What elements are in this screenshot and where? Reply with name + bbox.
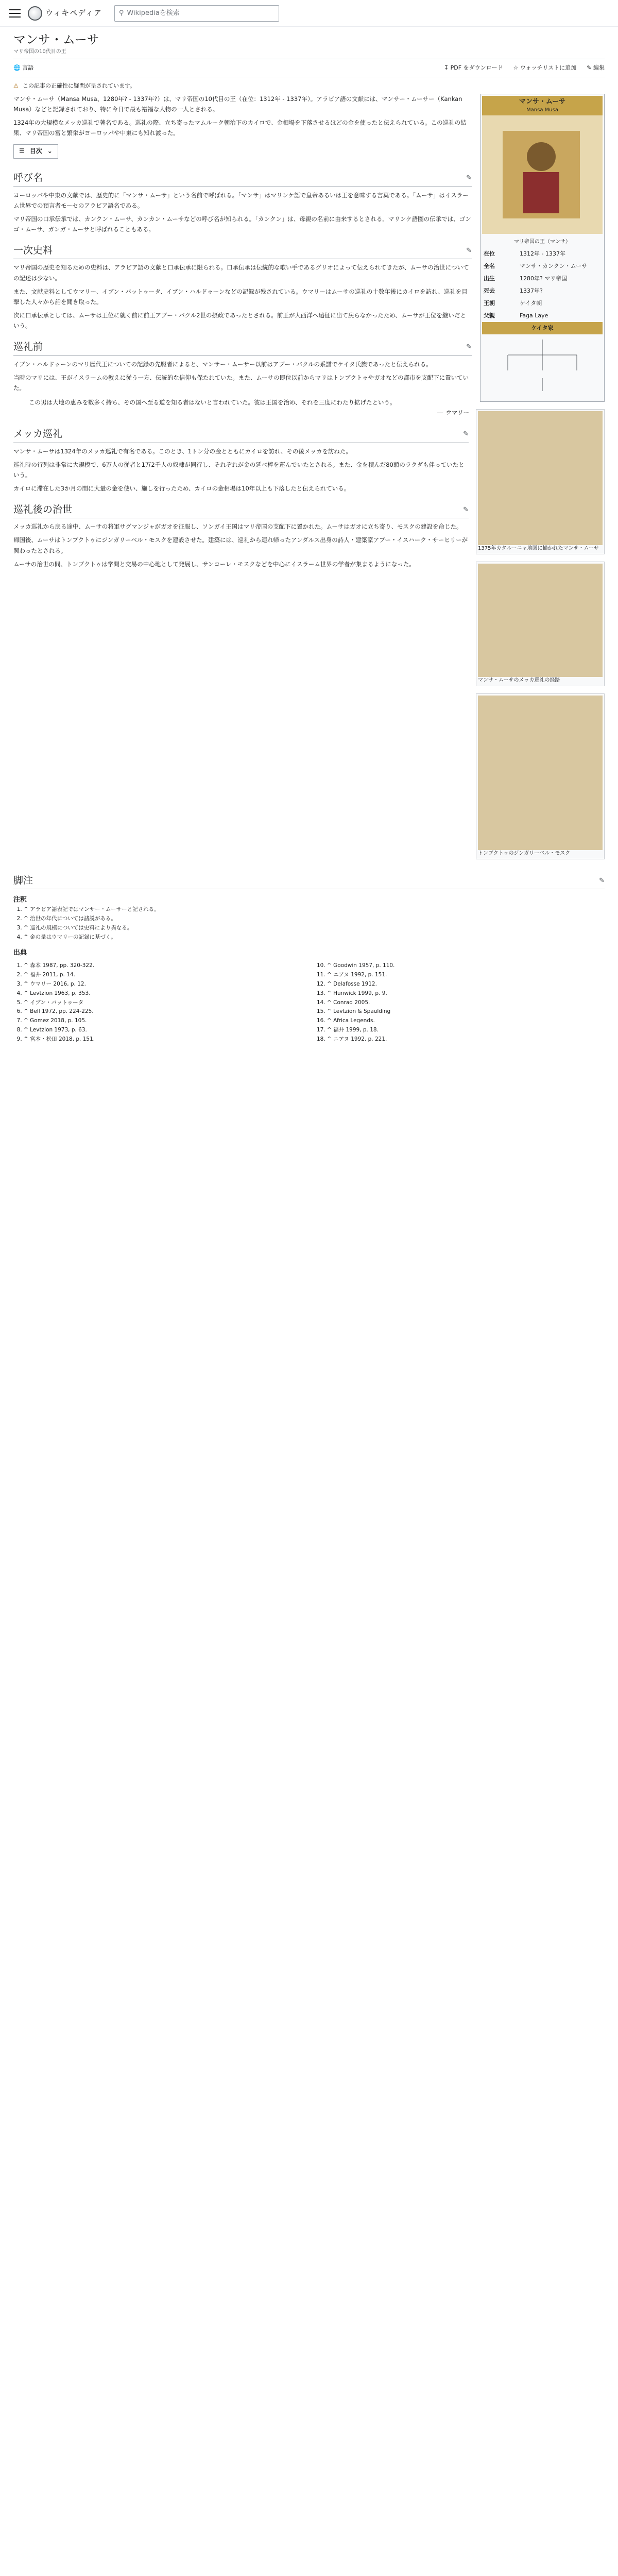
chevron-down-icon: ⌄ <box>47 147 53 155</box>
edit-section-icon[interactable]: ✎ <box>463 505 469 514</box>
search-placeholder: Wikipediaを検索 <box>127 9 180 17</box>
intro-paragraph-1: マンサ・ムーサ（Mansa Musa、1280年? - 1337年?）は、マリ帝国の10代目の王（在位：1312年 - 1337年）。アラビア語の文献には、マンサー・ムーサー（Kankan Musa）などと記録されており、特に今日で最も裕福な人物の一人とされる。 <box>13 95 462 113</box>
section-paragraph: 次に口承伝承としては、ムーサは王位に就く前に前王アブー・バクル2世の摂政であったとされる。前王が大西洋へ遠征に出て戻らなかったため、ムーサが王位を継いだという。 <box>13 311 466 330</box>
family-tree-diagram <box>482 334 603 396</box>
thumbnail-image[interactable] <box>478 564 603 677</box>
site-header <box>0 0 618 27</box>
ref-item: 13. ^ Hunwick 1999, p. 9. <box>327 989 605 998</box>
page-toolbar <box>13 59 605 77</box>
search-input[interactable] <box>114 5 279 22</box>
infobox-row <box>482 297 603 310</box>
infobox-row-label: 父親 <box>484 312 495 319</box>
thumbnail-image[interactable] <box>478 411 603 545</box>
ref-item: 5. ^ イブン・バットゥータ <box>24 998 301 1008</box>
section-paragraph: ムーサの治世の間、トンブクトゥは学問と交易の中心地として発展し、サンコーレ・モスクなどを中心にイスラーム世界の学者が集まるようになった。 <box>13 560 415 568</box>
ref-item: 6. ^ Bell 1972, pp. 224-225. <box>24 1007 301 1016</box>
hatnote: ⚠ この記事の正確性に疑問が呈されています。 <box>13 81 605 91</box>
ref-item: 9. ^ 宮本・松田 2018, p. 151. <box>24 1035 301 1044</box>
section-paragraph: イブン・ハルドゥーンのマリ歴代王についての記録の先駆者によると、マンサー・ムーサー以前はアブー・バクルの系譜でケイタ氏族であったと伝えられる。 <box>13 360 432 368</box>
ref-item: 18. ^ ニアヌ 1992, p. 221. <box>327 1035 605 1044</box>
infobox-section-header: ケイタ家 <box>482 322 603 334</box>
page-title: マンサ・ムーサ <box>13 32 99 47</box>
ref-item: 4. ^ Levtzion 1963, p. 353. <box>24 989 301 998</box>
thumbnail-image[interactable] <box>478 696 603 850</box>
ref-item: 17. ^ 福井 1999, p. 18. <box>327 1026 605 1035</box>
section-paragraph: また、文献史料としてウマリー、イブン・バットゥータ、イブン・ハルドゥーンなどの記録が残されている。ウマリーはムーサの巡礼の十数年後にカイロを訪れ、巡礼を目撃した人々から話を聞き取った。 <box>13 287 468 306</box>
language-label: 言語 <box>22 64 34 71</box>
section-heading-text: 呼び名 <box>13 172 43 184</box>
infobox-row <box>482 285 603 297</box>
ref-item: 8. ^ Levtzion 1973, p. 63. <box>24 1026 301 1035</box>
note-item: 2. ^ 治世の年代については諸説がある。 <box>24 914 605 924</box>
infobox-portrait-image[interactable] <box>482 115 603 234</box>
ref-item: 14. ^ Conrad 2005. <box>327 998 605 1008</box>
infobox-row-label: 出生 <box>484 275 495 282</box>
section-heading <box>13 243 472 259</box>
infobox-row-value: 1280年? マリ帝国 <box>520 275 568 282</box>
infobox-row-value: ケイタ朝 <box>520 300 542 307</box>
section-paragraph: マンサ・ムーサは1324年のメッカ巡礼で有名である。このとき、1トン分の金とともにカイロを訪れ、その後メッカを訪ねた。 <box>13 447 352 455</box>
ref-item: 10. ^ Goodwin 1957, p. 110. <box>327 961 605 971</box>
notes-heading-text: 脚注 <box>13 874 33 886</box>
section-heading-text: 一次史料 <box>13 245 53 257</box>
infobox-subtitle: Mansa Musa <box>526 107 558 113</box>
edit-section-icon[interactable]: ✎ <box>599 876 605 885</box>
infobox-row <box>482 310 603 322</box>
intro-paragraph-2: 1324年の大規模なメッカ巡礼で著名である。巡礼の際、立ち寄ったマムルーク朝治下のカイロで、金相場を下落させるほどの金を使ったと伝えられている。この巡礼の結果、マリ帝国の富と繁栄がヨーロッパや中東にも知れ渡った。 <box>13 119 467 137</box>
edit-section-icon[interactable]: ✎ <box>466 247 472 255</box>
section-heading-text: 巡礼前 <box>13 341 43 353</box>
menu-icon[interactable] <box>9 9 21 18</box>
infobox-row-label: 死去 <box>484 287 495 294</box>
section-paragraph: カイロに滞在した3か月の間に大量の金を使い、施しを行ったため、カイロの金相場は10年以上も下落したと伝えられている。 <box>13 484 350 492</box>
ref-item: 2. ^ 福井 2011, p. 14. <box>24 971 301 980</box>
edit-section-icon[interactable]: ✎ <box>463 430 469 438</box>
infobox-row-value: 1312年 - 1337年 <box>520 250 565 257</box>
infobox-table <box>482 248 603 323</box>
infobox-row <box>482 248 603 260</box>
note-item: 3. ^ 巡礼の規模については史料により異なる。 <box>24 924 605 933</box>
thumbnail-figure <box>476 409 605 554</box>
infobox-row-label: 在位 <box>484 250 495 257</box>
section-heading <box>13 339 472 355</box>
page-subtitle: マリ帝国の10代目の王 <box>13 48 605 59</box>
infobox-row-value: 1337年? <box>520 287 543 294</box>
pdf-label: PDF をダウンロード <box>450 64 503 71</box>
ref-item: 16. ^ Africa Legends. <box>327 1016 605 1026</box>
edit-label: 編集 <box>593 64 605 71</box>
main-container <box>0 32 618 1044</box>
site-logo[interactable] <box>28 6 102 21</box>
toc-label: 目次 <box>29 147 42 155</box>
section-heading <box>13 426 469 443</box>
infobox-row <box>482 273 603 285</box>
search-icon: ⚲ <box>118 9 124 17</box>
infobox-row-value: Faga Laye <box>520 312 548 319</box>
quote-attribution: ― ウマリー <box>437 409 469 417</box>
watch-label: ウォッチリストに追加 <box>520 64 577 71</box>
notes-subheading: 注釈 <box>13 895 27 904</box>
quote-text: この男は大地の恵みを数多く持ち、その国へ至る道を知る者はないと言われていた。彼は王国を治め、それを三度にわたり拡げたという。 <box>29 398 396 406</box>
infobox-row <box>482 260 603 273</box>
note-item: 1. ^ アラビア語表記ではマンサー・ムーサーと記される。 <box>24 905 605 914</box>
section-paragraph: メッカ巡礼から戻る途中、ムーサの将軍サグマンジャがガオを征服し、ソンガイ王国はマリ帝国の支配下に置かれた。ムーサはガオに立ち寄り、モスクの建設を命じた。 <box>13 523 462 531</box>
thumbnail-figure <box>476 693 605 859</box>
section-heading-text: メッカ巡礼 <box>13 428 63 440</box>
notes-list <box>13 905 605 942</box>
section-heading-notes <box>13 873 605 889</box>
infobox-header <box>482 96 603 115</box>
globe-icon <box>28 6 42 21</box>
toc-button[interactable] <box>13 144 58 159</box>
ref-item: 1. ^ 森本 1987, pp. 320-322. <box>24 961 301 971</box>
logo-text: ウィキペディア <box>45 8 102 18</box>
section-paragraph: 当時のマリには、王がイスラームの教えに従う一方、伝統的な信仰も保たれていた。また、ムーサの即位以前からマリはトンブクトゥやガオなどの都市を支配下に置いていた。 <box>13 374 469 392</box>
toc-icon: ☰ <box>19 147 25 155</box>
edit-section-icon[interactable]: ✎ <box>466 343 472 351</box>
article-body <box>13 94 605 1044</box>
thumbnail-figure <box>476 562 605 686</box>
infobox-row-label: 王朝 <box>484 300 495 307</box>
refs-subheading: 出典 <box>13 948 27 957</box>
section-heading <box>13 502 469 518</box>
watchlist-button[interactable]: ☆ ウォッチリストに追加 <box>513 64 577 71</box>
pdf-download-button[interactable]: ↧ PDF をダウンロード <box>443 64 503 71</box>
thumbnail-caption: トンブクトゥのジンガリーベル・モスク <box>478 850 571 856</box>
infobox-title: マンサ・ムーサ <box>519 97 566 106</box>
section-paragraph: 巡礼時の行列は非常に大規模で、6万人の従者と1万2千人の奴隷が同行し、それぞれが金の延べ棒を運んでいたとされる。また、金を積んだ80頭のラクダも伴っていたという。 <box>13 461 465 479</box>
ref-item: 12. ^ Delafosse 1912. <box>327 980 605 989</box>
thumbnail-caption: マンサ・ムーサのメッカ巡礼の経路 <box>478 677 560 683</box>
infobox-row-value: マンサ・カンクン・ムーサ <box>520 262 588 269</box>
section-heading <box>13 170 472 187</box>
section-paragraph: ヨーロッパや中東の文献では、歴史的に「マンサ・ムーサ」という名前で呼ばれる。「マンサ」はマリンケ語で皇帝あるいは王を意味する言葉である。「ムーサ」はイスラーム世界での預言者モーセのアラビア語名である。 <box>13 191 469 209</box>
ref-item: 15. ^ Levtzion & Spaulding <box>327 1007 605 1016</box>
edit-button[interactable]: ✎ 編集 <box>587 64 605 71</box>
ref-item: 11. ^ ニアヌ 1992, p. 151. <box>327 971 605 980</box>
edit-section-icon[interactable]: ✎ <box>466 174 472 182</box>
infobox <box>480 94 605 402</box>
note-item: 4. ^ 金の量はウマリーの記録に基づく。 <box>24 933 605 942</box>
section-paragraph: マリ帝国の口承伝承では、カンクン・ムーサ、カンカン・ムーサなどの呼び名が知られる。「カンクン」は、母親の名前に由来するとされる。マリンケ語圏の伝承では、ゴンゴ・ムーサ、ガンガ・ムーサと呼ばれることもある。 <box>13 215 471 233</box>
section-heading-text: 巡礼後の治世 <box>13 504 73 516</box>
refs-list <box>13 961 605 1044</box>
language-button[interactable]: 🌐 言語 <box>13 64 34 71</box>
section-paragraph: 帰国後、ムーサはトンブクトゥにジンガリーベル・モスクを建設させた。建築には、巡礼から連れ帰ったアンダルス出身の詩人・建築家アブー・イスハーク・サーヒリーが関わったとされる。 <box>13 536 468 554</box>
ref-item: 3. ^ ウマリー 2016, p. 12. <box>24 980 301 989</box>
thumbnail-caption: 1375年カタルーニャ地図に描かれたマンサ・ムーサ <box>478 545 599 551</box>
infobox-row-label: 全名 <box>484 262 495 269</box>
infobox-image-caption: マリ帝国の王（マンサ） <box>514 239 571 245</box>
ref-item: 7. ^ Gomez 2018, p. 105. <box>24 1016 301 1026</box>
section-paragraph: マリ帝国の歴史を知るための史料は、アラビア語の文献と口承伝承に限られる。口承伝承は伝統的な歌い手であるグリオによって伝えられてきたが、ムーサの治世についての記述は少ない。 <box>13 264 469 282</box>
